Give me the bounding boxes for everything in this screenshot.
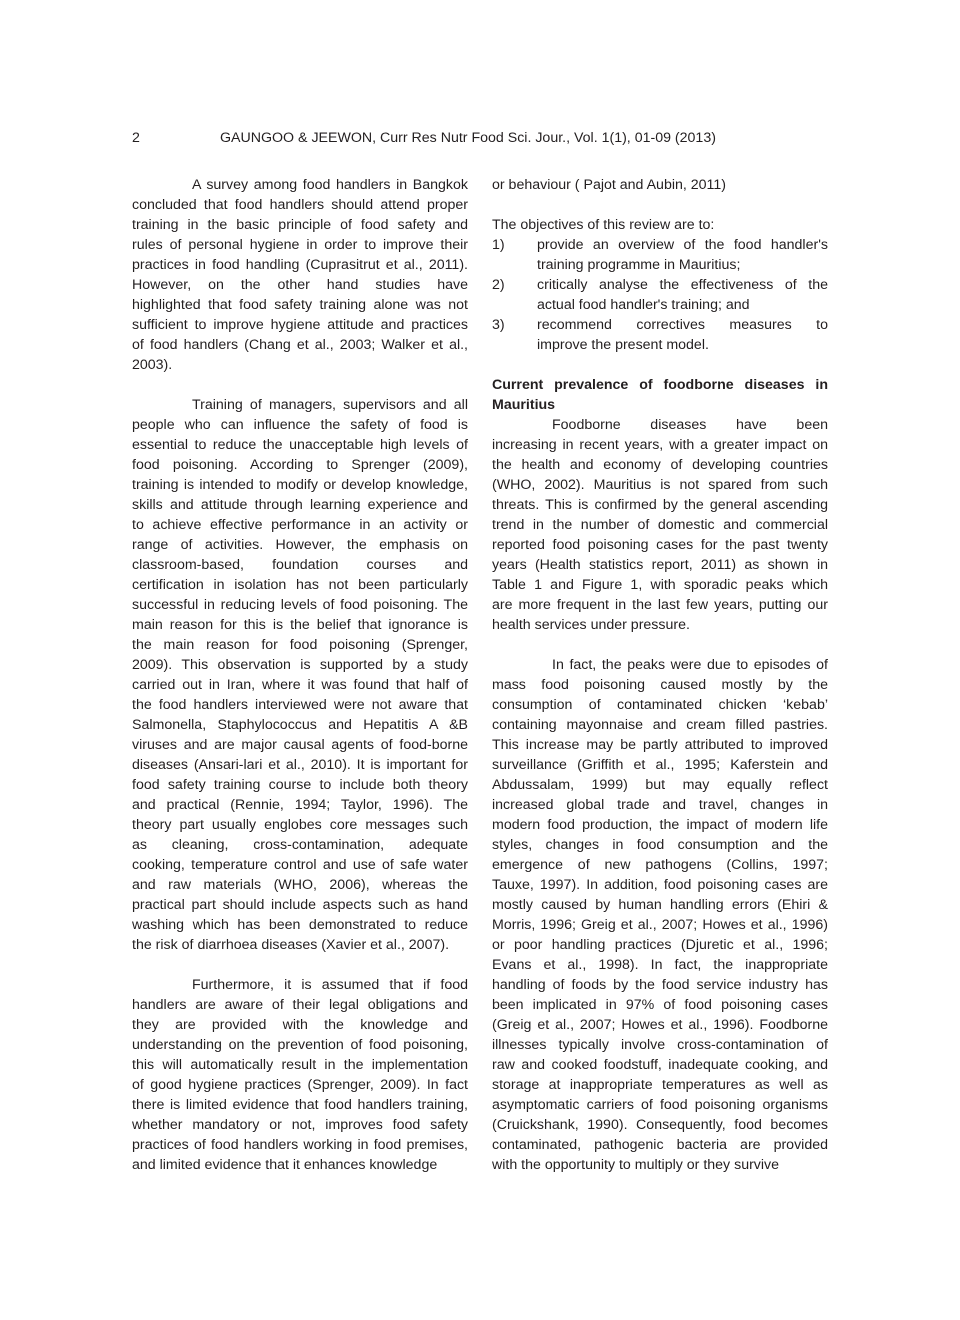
objective-text	[537, 235, 828, 275]
objective-number: 2)	[492, 277, 505, 293]
paragraph	[132, 175, 468, 375]
text-line: and limited evidence that it enhances knowledge	[132, 1157, 438, 1173]
text-line: modern food production, the impact of modern life	[492, 817, 828, 833]
text-line: this will automatically result in the implementation	[132, 1057, 468, 1073]
text-line: they are provided with the knowledge and	[132, 1017, 468, 1033]
text-line: highlighted that food safety training alone was not	[132, 297, 468, 313]
text-line: understanding on the prevention of food poisoning,	[132, 1037, 468, 1053]
text-line: Salmonella, Staphylococcus and Hepatitis A &B	[132, 717, 468, 733]
objective-item	[492, 275, 828, 315]
text-line: 2009). This observation is supported by a study	[132, 657, 468, 673]
objective-item	[492, 235, 828, 275]
text-line: and raw materials (WHO, 2006), whereas the	[132, 877, 468, 893]
text-line: mass food poisoning caused mostly by the	[492, 677, 828, 693]
text-line: Evans et al., 1998). In fact, the inappropriate	[492, 957, 828, 973]
text-line: certification in isolation has not been particularly	[132, 577, 468, 593]
text-line: skills and attitude through learning experience and	[132, 497, 468, 513]
text-line: asymptomatic carriers of food poisoning organisms	[492, 1097, 828, 1113]
text-line: 2003).	[132, 357, 173, 373]
text-line: food poisoning. According to Sprenger (2009),	[132, 457, 468, 473]
text-line: containing mayonnaise and cream filled pastries.	[492, 717, 828, 733]
text-line: Furthermore, it is assumed that if food	[192, 977, 468, 993]
text-line: training in the basic principle of food safety and	[132, 217, 468, 233]
text-line: carried out in Iran, where it was found that half of	[132, 677, 468, 693]
text-line: sufficient to improve hygiene attitude and practices	[132, 317, 468, 333]
objective-text	[537, 315, 828, 355]
paragraph	[492, 415, 828, 635]
text-line: This increase may be partly attributed to improved	[492, 737, 828, 753]
text-line: practices in food handling (Cuprasitrut et al., 2011).	[132, 257, 468, 273]
text-line: handling of foods by the food service industry has	[492, 977, 828, 993]
text-line: or behaviour ( Pajot and Aubin, 2011)	[492, 177, 726, 193]
text-line: as cleaning, cross-contamination, adequate	[132, 837, 468, 853]
text-line: However, on the other hand studies have	[132, 277, 468, 293]
paragraph	[132, 395, 468, 955]
text-line: concluded that food handlers should attend proper	[132, 197, 468, 213]
text-line: reported food poisoning cases for the past twenty	[492, 537, 828, 553]
text-line: of food handlers (Chang et al., 2003; Walker et al.,	[132, 337, 468, 353]
text-line: provide an overview of the food handler's	[537, 237, 828, 253]
text-line: contaminated, pathogenic bacteria are provided	[492, 1137, 828, 1153]
text-line: practical part should include aspects such as hand	[132, 897, 468, 913]
text-line: Training of managers, supervisors and all	[192, 397, 468, 413]
text-line: improve the present model.	[537, 337, 709, 353]
right-column	[492, 175, 828, 1195]
text-line: the risk of diarrhoea diseases (Xavier et al., 2007).	[132, 937, 450, 953]
text-line: with the opportunity to multiply or they survive	[492, 1157, 780, 1173]
text-line: and practical (Rennie, 1994; Taylor, 1996). The	[132, 797, 468, 813]
text-line: essential to reduce the unacceptable high levels of	[132, 437, 468, 453]
objective-number: 1)	[492, 237, 505, 253]
text-line: (WHO, 2002). Mauritius is not spared from such	[492, 477, 828, 493]
text-line: of good hygiene practices (Sprenger, 2009). In fact	[132, 1077, 468, 1093]
text-line: recommend correctives measures to	[537, 317, 828, 333]
text-line: there is limited evidence that food handlers training,	[132, 1097, 468, 1113]
text-line: the main reason for food poisoning (Sprenger,	[132, 637, 468, 653]
text-line: training is intended to modify or develop knowledge,	[132, 477, 468, 493]
text-line: A survey among food handlers in Bangkok	[192, 177, 468, 193]
objective-item	[492, 315, 828, 355]
text-line: critically analyse the effectiveness of the	[537, 277, 828, 293]
text-line: Tauxe, 1997). In addition, food poisoning cases are	[492, 877, 828, 893]
running-head: GAUNGOO & JEEWON, Curr Res Nutr Food Sci. Jour., Vol. 1(1), 01-09 (2013)	[220, 130, 716, 146]
text-line: surveillance (Griffith et al., 1995; Kaferstein and	[492, 757, 828, 773]
text-line: theory part usually englobes core messages such	[132, 817, 468, 833]
text-line: illnesses typically involve cross-contamination of	[492, 1037, 828, 1053]
text-line: food safety training course to include both theory	[132, 777, 468, 793]
text-line: Morris, 1996; Greig et al., 2007; Howes et al., 1996)	[492, 917, 828, 933]
text-line: diseases (Ansari-lari et al., 2010). It is important for	[132, 757, 468, 773]
text-line: classroom-based, foundation courses and	[132, 557, 468, 573]
text-line: trend in the number of domestic and commercial	[492, 517, 828, 533]
page-number: 2	[132, 130, 140, 146]
left-column	[132, 175, 468, 1195]
text-line: emergence of new pathogens (Collins, 1997;	[492, 857, 828, 873]
text-line: Foodborne diseases have been	[552, 417, 828, 433]
text-line: storage at inappropriate temperatures as well as	[492, 1077, 828, 1093]
text-line: range of activities. However, the emphasis on	[132, 537, 468, 553]
text-line: practices of food handlers working in food premises,	[132, 1137, 468, 1153]
text-line: health services under pressure.	[492, 617, 690, 633]
objective-number: 3)	[492, 317, 505, 333]
text-line: mostly caused by human handling errors (Ehiri &	[492, 897, 828, 913]
text-line: handlers are aware of their legal obligations and	[132, 997, 468, 1013]
objective-text	[537, 275, 828, 315]
text-line: (Greig et al., 2007; Howes et al., 1996). Foodborne	[492, 1017, 828, 1033]
objectives-list	[492, 215, 828, 355]
text-line: the health and economy of developing countries	[492, 457, 828, 473]
text-line: been implicated in 97% of food poisoning cases	[492, 997, 828, 1013]
heading-line: Mauritius	[492, 397, 556, 413]
text-line: are more frequent in the last few years, putting our	[492, 597, 828, 613]
text-line: increasing in recent years, with a greater impact on	[492, 437, 828, 453]
text-line: washing which has been demonstrated to reduce	[132, 917, 468, 933]
text-line: to achieve effective performance in an activity or	[132, 517, 468, 533]
objectives-intro: The objectives of this review are to:	[492, 217, 715, 233]
continuation-paragraph	[492, 175, 828, 195]
heading-line: Current prevalence of foodborne diseases in	[492, 377, 828, 393]
text-line: increased global trade and travel, changes in	[492, 797, 828, 813]
text-line: In fact, the peaks were due to episodes of	[552, 657, 828, 673]
text-line: actual food handler's training; and	[537, 297, 750, 313]
text-line: Abdussalam, 1999) but may equally reflect	[492, 777, 828, 793]
text-line: raw and cooked foodstuff, inadequate cooking, and	[492, 1057, 828, 1073]
text-line: whether mandatory or not, improves food safety	[132, 1117, 468, 1133]
text-line: main reason for this is the belief that ignorance is	[132, 617, 468, 633]
text-line: training programme in Mauritius;	[537, 257, 741, 273]
text-line: viruses and are major causal agents of food-borne	[132, 737, 468, 753]
text-line: consumption of contaminated chicken ‘kebab’	[492, 697, 828, 713]
paragraph	[132, 975, 468, 1175]
text-line: the food handlers interviewed were not aware that	[132, 697, 468, 713]
text-line: styles, changes in food consumption and the	[492, 837, 828, 853]
text-line: or poor handling practices (Djuretic et al., 1996;	[492, 937, 828, 953]
text-line: Table 1 and Figure 1, with sporadic peaks which	[492, 577, 828, 593]
text-line: years (Health statistics report, 2011) as shown in	[492, 557, 828, 573]
paragraph	[492, 655, 828, 1175]
section-heading	[492, 375, 828, 415]
text-line: successful in reducing levels of food poisoning. The	[132, 597, 468, 613]
text-line: rules of personal hygiene in order to improve their	[132, 237, 468, 253]
text-line: (Cruickshank, 1990). Consequently, food becomes	[492, 1117, 828, 1133]
text-line: threats. This is confirmed by the general ascending	[492, 497, 828, 513]
text-line: cooking, temperature control and use of safe water	[132, 857, 468, 873]
text-line: people who can influence the safety of food is	[132, 417, 468, 433]
